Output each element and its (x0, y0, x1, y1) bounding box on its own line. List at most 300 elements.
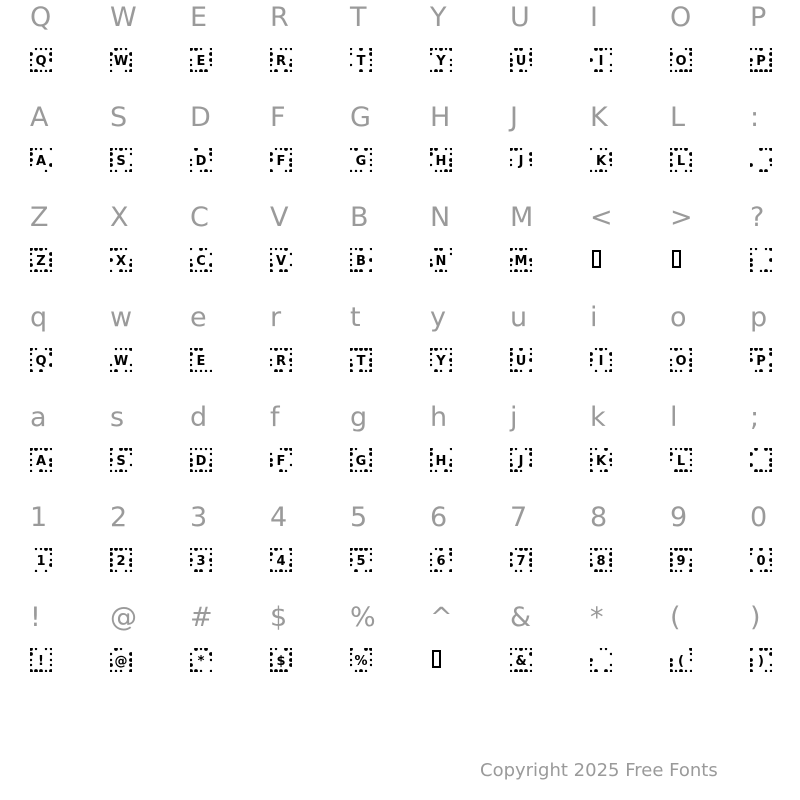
dotted-glyph-sample (30, 448, 52, 472)
decor-dot (49, 52, 52, 56)
decor-dot (529, 258, 532, 262)
glyph-cell (670, 400, 750, 500)
decor-dot (670, 163, 673, 167)
sample-letter: ( (678, 654, 684, 669)
sample-letter: E (196, 354, 206, 369)
dotted-glyph-sample (670, 648, 692, 672)
decor-dot (204, 648, 208, 651)
dotted-glyph-sample (350, 48, 372, 72)
decor-dot (350, 469, 353, 472)
decor-dot (34, 669, 38, 672)
decor-dot (274, 548, 278, 551)
decor-dot (510, 459, 512, 461)
decor-dot (270, 70, 272, 72)
decor-dot (370, 153, 372, 155)
decor-dot (45, 170, 47, 172)
reference-character: p (750, 302, 768, 333)
decor-dot (770, 48, 772, 50)
decor-dot (359, 669, 363, 672)
decor-dot (365, 370, 367, 372)
decor-dot (519, 48, 523, 51)
decor-dot (210, 48, 212, 50)
decor-dot (130, 148, 132, 150)
reference-character: Z (30, 202, 49, 233)
decor-dot (510, 148, 513, 151)
decor-dot (365, 570, 367, 572)
decor-dot (270, 169, 273, 172)
glyph-cell (430, 300, 510, 400)
decor-dot (759, 48, 763, 51)
decor-dot (120, 348, 122, 350)
decor-dot (670, 52, 673, 56)
decor-dot (369, 369, 372, 372)
decor-dot (210, 448, 212, 450)
sample-letter: O (675, 354, 687, 369)
decor-dot (610, 664, 612, 666)
decor-dot (270, 659, 272, 661)
decor-dot (279, 569, 283, 572)
decor-dot (190, 564, 192, 566)
decor-dot (690, 670, 692, 672)
decor-dot (289, 569, 292, 572)
decor-dot (129, 269, 132, 272)
reference-character: j (510, 402, 518, 433)
decor-dot (689, 358, 692, 362)
sample-letter: ) (758, 654, 764, 669)
decor-dot (689, 69, 692, 72)
decor-dot (594, 48, 598, 51)
reference-character: 5 (350, 502, 368, 533)
decor-dot (129, 558, 132, 562)
decor-dot (110, 52, 113, 56)
decor-dot (764, 69, 768, 72)
decor-dot (290, 353, 292, 355)
decor-dot (280, 48, 282, 50)
decor-dot (289, 448, 292, 451)
reference-character: h (430, 402, 448, 433)
decor-dot (290, 553, 292, 555)
glyph-cell (350, 600, 430, 700)
decor-dot (529, 358, 532, 362)
glyph-cell (350, 100, 430, 200)
decor-dot (210, 270, 212, 272)
sample-letter: Y (436, 354, 446, 369)
decor-dot (434, 148, 438, 151)
decor-dot (670, 452, 673, 456)
decor-dot (755, 248, 757, 250)
decor-dot (190, 558, 193, 562)
sample-letter: 6 (436, 554, 446, 569)
decor-dot (129, 263, 132, 267)
decor-dot (279, 669, 283, 672)
sample-letter: L (676, 154, 686, 169)
reference-character: a (30, 402, 47, 433)
glyph-cell (190, 100, 270, 200)
decor-dot (125, 548, 127, 550)
reference-character: 2 (110, 502, 128, 533)
decor-dot (125, 370, 127, 372)
dotted-glyph-sample (270, 148, 292, 172)
decor-dot (50, 659, 52, 661)
decor-dot (210, 548, 212, 550)
decor-dot (45, 470, 47, 472)
sample-letter: P (756, 54, 766, 69)
sample-letter: S (116, 154, 126, 169)
decor-dot (519, 348, 523, 351)
decor-dot (370, 659, 372, 661)
decor-dot (129, 448, 132, 451)
decor-dot (30, 652, 33, 656)
decor-dot (590, 658, 593, 662)
decor-dot (510, 352, 513, 356)
dotted-glyph-sample (430, 48, 452, 72)
decor-dot (674, 348, 678, 351)
decor-dot (530, 570, 532, 572)
decor-dot (514, 48, 518, 51)
decor-dot (510, 58, 513, 62)
decor-dot (529, 158, 532, 162)
decor-dot (685, 670, 687, 672)
dotted-glyph-sample (30, 348, 52, 372)
decor-dot (679, 469, 683, 472)
decor-dot (529, 558, 532, 562)
decor-dot (125, 470, 127, 472)
reference-character: k (590, 402, 606, 433)
glyph-cell (110, 400, 190, 500)
decor-dot (30, 253, 32, 255)
sample-letter: 8 (596, 554, 606, 569)
decor-dot (190, 448, 192, 450)
glyph-cell (110, 500, 190, 600)
dotted-glyph-sample (190, 148, 212, 172)
decor-dot (270, 253, 272, 255)
decor-dot (525, 70, 527, 72)
decor-dot (274, 369, 278, 372)
decor-dot (280, 248, 282, 250)
glyph-cell (430, 100, 510, 200)
decor-dot (30, 152, 33, 156)
glyph-cell (350, 0, 430, 100)
decor-dot (595, 448, 597, 450)
decor-dot (430, 452, 433, 456)
decor-dot (529, 552, 532, 556)
decor-dot (194, 148, 198, 151)
decor-dot (519, 548, 523, 551)
decor-dot (30, 348, 33, 351)
decor-dot (769, 458, 772, 462)
decor-dot (45, 248, 47, 250)
decor-dot (610, 364, 612, 366)
decor-dot (439, 248, 443, 251)
decor-dot (209, 263, 212, 267)
decor-dot (270, 263, 273, 267)
decor-dot (40, 70, 42, 72)
decor-dot (370, 353, 372, 355)
sample-letter: J (518, 154, 524, 169)
reference-character: d (190, 402, 208, 433)
decor-dot (590, 469, 593, 472)
decor-dot (609, 158, 612, 162)
decor-dot (210, 170, 212, 172)
decor-dot (30, 259, 32, 261)
decor-dot (750, 569, 753, 572)
decor-dot (50, 448, 52, 450)
decor-dot (610, 570, 612, 572)
decor-dot (350, 648, 353, 651)
decor-dot (125, 48, 127, 50)
decor-dot (449, 48, 452, 51)
decor-dot (430, 148, 433, 151)
sample-letter: % (354, 654, 368, 669)
decor-dot (510, 69, 513, 72)
decor-dot (765, 248, 767, 250)
reference-character: E (190, 2, 208, 33)
decor-dot (205, 548, 207, 550)
decor-dot (439, 269, 443, 272)
decor-dot (684, 69, 688, 72)
decor-dot (34, 69, 38, 72)
dotted-glyph-sample (750, 248, 772, 272)
decor-dot (30, 263, 33, 267)
decor-dot (279, 269, 283, 272)
decor-dot (510, 164, 512, 166)
decor-dot (284, 448, 288, 451)
decor-dot (435, 270, 437, 272)
decor-dot (529, 58, 532, 62)
glyph-cell (110, 100, 190, 200)
decor-dot (769, 369, 772, 372)
sample-letter: K (595, 154, 607, 169)
decor-dot (289, 663, 292, 667)
reference-character: q (30, 302, 48, 333)
decor-dot (510, 358, 513, 362)
glyph-cell (430, 200, 510, 300)
decor-dot (209, 58, 212, 62)
decor-dot (689, 348, 692, 351)
decor-dot (750, 263, 753, 267)
glyph-cell (30, 600, 110, 700)
decor-dot (430, 553, 432, 555)
decor-dot (49, 58, 52, 62)
reference-character: 3 (190, 502, 208, 533)
sample-letter: ! (38, 654, 44, 669)
decor-dot (520, 570, 522, 572)
decor-dot (199, 248, 203, 251)
decor-dot (210, 553, 212, 555)
decor-dot (200, 170, 202, 172)
decor-dot (114, 48, 118, 51)
dotted-glyph-sample (590, 348, 612, 372)
decor-dot (515, 570, 517, 572)
decor-dot (370, 459, 372, 461)
decor-dot (39, 369, 43, 372)
decor-dot (289, 63, 292, 67)
decor-dot (30, 353, 32, 355)
decor-dot (355, 170, 357, 172)
decor-dot (689, 548, 692, 551)
sample-letter: J (518, 454, 524, 469)
decor-dot (350, 53, 352, 55)
decor-dot (750, 553, 752, 555)
decor-dot (350, 48, 352, 50)
decor-dot (350, 548, 353, 551)
sample-letter: U (515, 354, 527, 369)
decor-dot (114, 548, 118, 551)
decor-dot (40, 48, 42, 50)
decor-dot (610, 548, 612, 550)
decor-dot (119, 269, 123, 272)
decor-dot (110, 663, 113, 667)
reference-character: * (590, 602, 604, 633)
decor-dot (769, 58, 772, 62)
dotted-glyph-sample (430, 548, 452, 572)
reference-character: w (110, 302, 133, 333)
decor-dot (129, 669, 132, 672)
decor-dot (590, 352, 593, 356)
decor-dot (209, 52, 212, 56)
decor-dot (194, 648, 198, 651)
decor-dot (355, 448, 357, 450)
decor-dot (759, 648, 763, 651)
decor-dot (110, 548, 113, 551)
decor-dot (284, 648, 288, 651)
decor-dot (510, 264, 512, 266)
decor-dot (445, 48, 447, 50)
decor-dot (765, 470, 767, 472)
decor-dot (50, 470, 52, 472)
decor-dot (369, 348, 372, 351)
decor-dot (190, 269, 193, 272)
reference-character: % (350, 602, 376, 633)
sample-letter: Y (436, 54, 446, 69)
dotted-glyph-sample (270, 348, 292, 372)
decor-dot (369, 48, 372, 51)
decor-dot (275, 148, 277, 150)
sample-letter: G (355, 154, 367, 169)
decor-dot (289, 658, 292, 662)
decor-dot (684, 469, 688, 472)
sample-letter: 7 (516, 554, 526, 569)
decor-dot (590, 364, 592, 366)
decor-dot (690, 59, 692, 61)
decor-dot (114, 248, 118, 251)
decor-dot (764, 448, 768, 451)
dotted-glyph-sample (510, 548, 532, 572)
decor-dot (590, 448, 592, 450)
decor-dot (50, 48, 52, 50)
decor-dot (200, 448, 202, 450)
decor-dot (670, 563, 673, 567)
decor-dot (510, 448, 513, 451)
decor-dot (599, 348, 603, 351)
decor-dot (49, 252, 52, 256)
decor-dot (125, 170, 127, 172)
decor-dot (529, 52, 532, 56)
decor-dot (690, 170, 692, 172)
decor-dot (49, 352, 52, 356)
decor-dot (270, 152, 273, 156)
decor-dot (754, 69, 758, 72)
decor-dot (750, 353, 752, 355)
decor-dot (680, 448, 682, 450)
decor-dot (369, 269, 372, 272)
decor-dot (350, 664, 352, 666)
glyph-cell (190, 400, 270, 500)
decor-dot (430, 353, 432, 355)
decor-dot (599, 69, 603, 72)
decor-dot (689, 163, 692, 167)
decor-dot (45, 48, 47, 50)
reference-character: & (510, 602, 532, 633)
reference-character: e (190, 302, 207, 333)
decor-dot (350, 148, 352, 150)
sample-letter: N (435, 254, 447, 269)
decor-dot (45, 70, 47, 72)
decor-dot (430, 70, 432, 72)
decor-dot (360, 470, 362, 472)
decor-dot (354, 348, 358, 351)
glyph-cell (110, 0, 190, 100)
sample-letter: S (116, 454, 126, 469)
decor-dot (275, 248, 277, 250)
decor-dot (115, 470, 117, 472)
glyph-cell (750, 0, 800, 100)
decor-dot (110, 558, 113, 562)
decor-dot (769, 448, 772, 451)
decor-dot (675, 70, 677, 72)
decor-dot (430, 53, 432, 55)
decor-dot (129, 348, 132, 351)
sample-letter: X (115, 254, 127, 269)
sample-letter: P (756, 354, 766, 369)
decor-dot (510, 664, 512, 666)
decor-dot (290, 364, 292, 366)
decor-dot (680, 348, 682, 350)
decor-dot (355, 248, 357, 250)
sample-letter: * (197, 654, 205, 669)
dotted-glyph-sample (750, 648, 772, 672)
glyph-cell (510, 600, 590, 700)
decor-dot (430, 364, 432, 366)
dotted-glyph-sample (430, 148, 452, 172)
dotted-glyph-sample (270, 648, 292, 672)
decor-dot (350, 653, 352, 655)
glyph-cell (110, 600, 190, 700)
decor-dot (115, 348, 117, 350)
decor-dot (769, 69, 772, 72)
glyph-cell (750, 500, 800, 600)
decor-dot (530, 670, 532, 672)
decor-dot (124, 448, 128, 451)
glyph-cell (350, 200, 430, 300)
decor-dot (370, 548, 372, 550)
decor-dot (449, 163, 452, 167)
decor-dot (130, 464, 132, 466)
decor-dot (130, 259, 132, 261)
decor-dot (450, 253, 452, 255)
decor-dot (209, 152, 212, 156)
reference-character: ; (750, 402, 760, 433)
decor-dot (769, 348, 772, 351)
decor-dot (670, 658, 673, 662)
decor-dot (604, 669, 608, 672)
decor-dot (674, 548, 678, 551)
decor-dot (690, 659, 692, 661)
reference-character: R (270, 2, 289, 33)
decor-dot (675, 670, 677, 672)
decor-dot (530, 270, 532, 272)
decor-dot (769, 469, 772, 472)
